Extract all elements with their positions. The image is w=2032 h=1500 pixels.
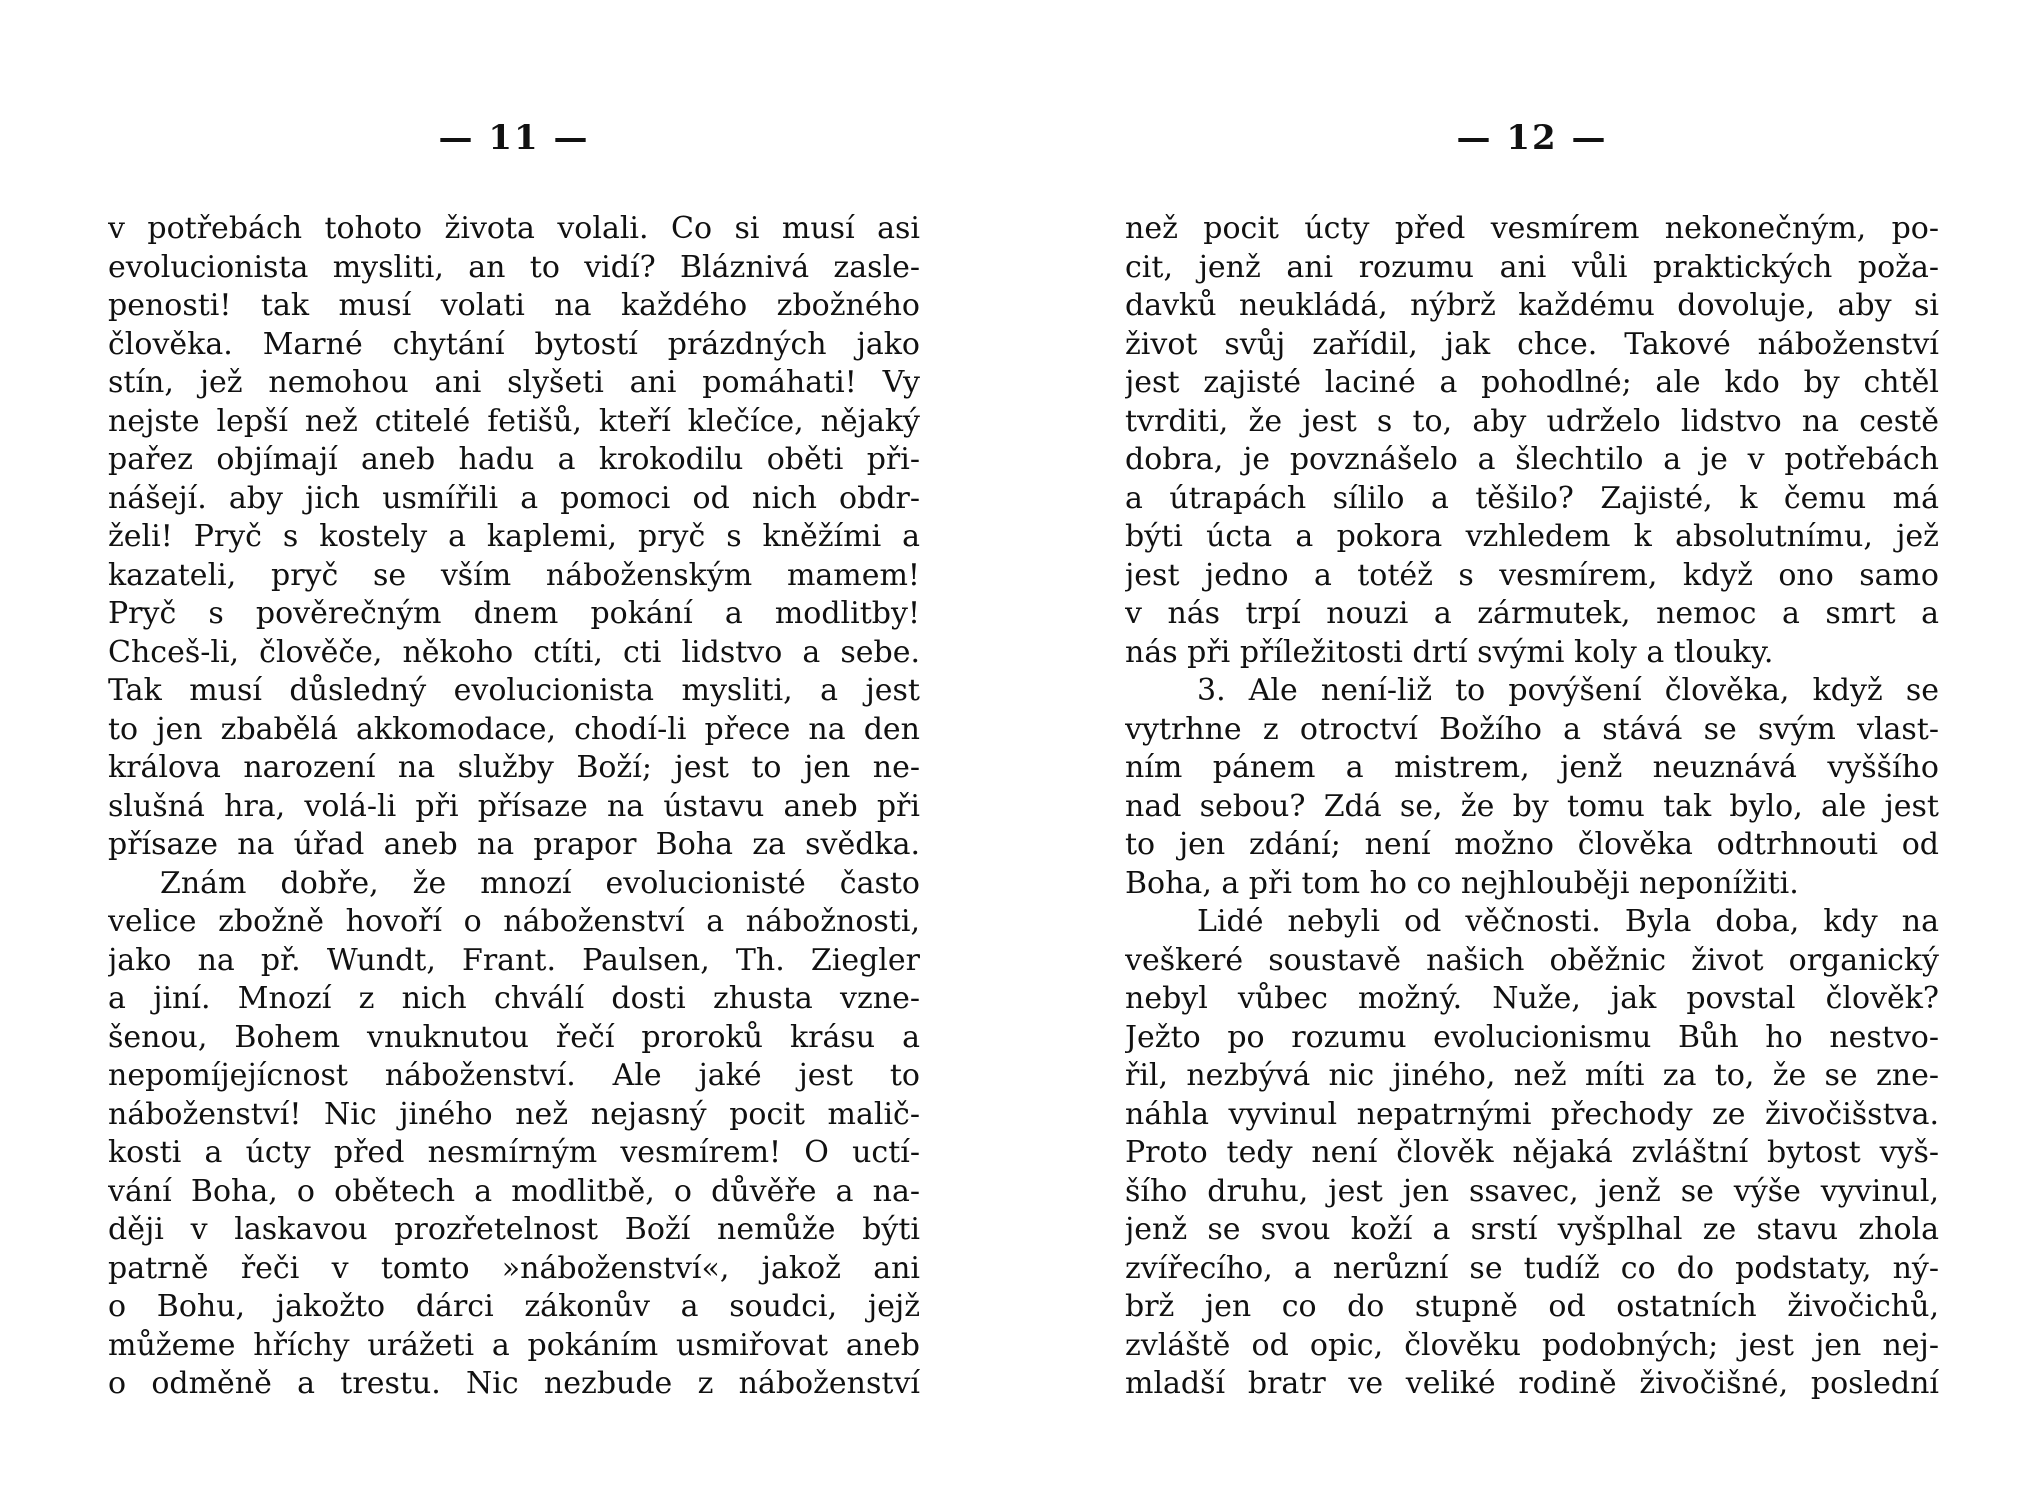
text-line: penosti! tak musí volati na každého zbožného xyxy=(108,288,920,323)
text-line: býti úcta a pokora vzhledem k absolutnímu, jež xyxy=(1125,519,1939,554)
text-line: v nás trpí nouzi a zármutek, nemoc a smrt a xyxy=(1125,596,1939,631)
text-line: jest zajisté laciné a pohodlné; ale kdo by chtěl xyxy=(1125,365,1939,400)
text-line: ději v laskavou prozřetelnost Boží nemůže býti xyxy=(108,1212,920,1247)
text-line: než pocit úcty před vesmírem nekonečným, po- xyxy=(1125,211,1939,246)
text-line: 3. Ale není-liž to povýšení člověka, když se xyxy=(1197,673,1939,708)
right-page xyxy=(1125,0,1939,1500)
text-line: kazateli, pryč se vším náboženským mamem! xyxy=(108,557,920,593)
text-line: Tak musí důsledný evolucionista mysliti, a jest xyxy=(108,673,920,708)
text-line: zvířecího, a nerůzní se tudíž co do podstaty, ný- xyxy=(1125,1250,1939,1286)
text-line: jako na př. Wundt, Frant. Paulsen, Th. Ziegler xyxy=(108,942,920,978)
text-line: stín, jež nemohou ani slyšeti ani pomáhati! Vy xyxy=(108,365,920,400)
left-page-number: — 11 — xyxy=(438,118,590,158)
text-line: velice zbožně hovoří o náboženství a nábožnosti, xyxy=(108,904,920,939)
text-line: přísaze na úřad aneb na prapor Boha za svědka. xyxy=(108,827,920,862)
text-line: o Bohu, jakožto dárci zákonův a soudci, jejž xyxy=(108,1289,920,1324)
text-line: a jiní. Mnozí z nich chválí dosti zhusta vzne- xyxy=(108,981,920,1016)
left-page-text xyxy=(108,210,920,1404)
text-line: jenž se svou koží a srstí vyšplhal ze stavu zhola xyxy=(1125,1212,1939,1247)
text-line: králova narození na služby Boží; jest to jen ne- xyxy=(108,750,920,785)
text-line: dobra, je povznášelo a šlechtilo a je v potřebách xyxy=(1125,442,1939,477)
text-line: cit, jenž ani rozumu ani vůli praktických poža- xyxy=(1125,249,1939,285)
text-line: Ježto po rozumu evolucionismu Bůh ho nestvo- xyxy=(1125,1019,1939,1055)
text-line: a útrapách sílilo a těšilo? Zajisté, k čemu má xyxy=(1125,480,1939,516)
text-line: slušná hra, volá-li při přísaze na ústavu aneb při xyxy=(108,788,920,824)
text-line: Znám dobře, že mnozí evolucionisté často xyxy=(160,865,920,901)
text-line: zvláště od opic, člověku podobných; jest jen nej- xyxy=(1125,1327,1939,1363)
text-line: tvrditi, že jest s to, aby udrželo lidstvo na cestě xyxy=(1125,403,1939,439)
text-line: nepomíjejícnost náboženství. Ale jaké jest to xyxy=(108,1058,920,1093)
text-line: nad sebou? Zdá se, že by tomu tak bylo, ale jest xyxy=(1125,788,1939,824)
left-page xyxy=(108,0,920,1500)
text-line: davků neukládá, nýbrž každému dovoluje, aby si xyxy=(1125,288,1939,323)
text-line: Proto tedy není člověk nějaká zvláštní bytost vyš- xyxy=(1125,1135,1939,1170)
text-line: v potřebách tohoto života volali. Co si musí asi xyxy=(108,211,920,246)
text-line: nebyl vůbec možný. Nuže, jak povstal člověk? xyxy=(1125,981,1939,1016)
text-line: Lidé nebyli od věčnosti. Byla doba, kdy na xyxy=(1197,904,1939,939)
text-line: o odměně a trestu. Nic nezbude z náboženství xyxy=(108,1366,920,1401)
text-line: vání Boha, o obětech a modlitbě, o důvěře a na- xyxy=(108,1173,920,1209)
text-line: pařez objímají aneb hadu a krokodilu oběti při- xyxy=(108,442,920,477)
text-line: veškeré soustavě našich oběžnic život organický xyxy=(1125,942,1939,978)
text-line: nejste lepší než ctitelé fetišů, kteří klečíce, nějaký xyxy=(108,403,920,439)
text-line: kosti a úcty před nesmírným vesmírem! O uctí- xyxy=(108,1135,920,1170)
text-line: ním pánem a mistrem, jenž neuznává vyššího xyxy=(1125,750,1939,785)
text-line: to jen zdání; není možno člověka odtrhnouti od xyxy=(1125,827,1939,862)
text-line: řil, nezbývá nic jiného, než míti za to, že se zne- xyxy=(1125,1058,1939,1093)
text-line: můžeme hříchy urážeti a pokáním usmiřovat aneb xyxy=(108,1327,920,1363)
text-line: člověka. Marné chytání bytostí prázdných jako xyxy=(108,326,920,362)
text-line: jest jedno a totéž s vesmírem, když ono samo xyxy=(1125,557,1939,593)
text-line: šenou, Bohem vnuknutou řečí proroků krásu a xyxy=(108,1019,920,1055)
text-line: šího druhu, jest jen ssavec, jenž se výše vyvinul, xyxy=(1125,1173,1939,1209)
text-line: nášejí. aby jich usmířili a pomoci od nich obdr- xyxy=(108,480,920,516)
text-line: vytrhne z otroctví Božího a stává se svým vlast- xyxy=(1125,711,1939,747)
text-line: Pryč s pověrečným dnem pokání a modlitby! xyxy=(108,596,920,631)
text-line: to jen zbabělá akkomodace, chodí-li přece na den xyxy=(108,711,920,747)
text-line: Chceš-li, člověče, někoho ctíti, cti lidstvo a sebe. xyxy=(108,634,920,670)
text-line: brž jen co do stupně od ostatních živočichů, xyxy=(1125,1289,1939,1324)
text-line: Boha, a při tom ho co nejhlouběji neponížiti. xyxy=(1125,865,1799,901)
text-line: náboženství! Nic jiného než nejasný pocit malič- xyxy=(108,1096,920,1132)
text-line: evolucionista mysliti, an to vidí? Bláznivá zasle- xyxy=(108,249,920,285)
right-page-text xyxy=(1125,210,1939,1404)
text-line: patrně řeči v tomto »náboženství«, jakož ani xyxy=(108,1250,920,1286)
right-page-number: — 12 — xyxy=(1456,118,1608,158)
text-line: želi! Pryč s kostely a kaplemi, pryč s kněžími a xyxy=(108,519,920,554)
text-line: náhla vyvinul nepatrnými přechody ze živočišstva. xyxy=(1125,1096,1939,1132)
text-line: nás při příležitosti drtí svými koly a tlouky. xyxy=(1125,634,1774,670)
text-line: mladší bratr ve veliké rodině živočišné, poslední xyxy=(1125,1366,1939,1401)
text-line: život svůj zařídil, jak chce. Takové náboženství xyxy=(1125,326,1939,362)
